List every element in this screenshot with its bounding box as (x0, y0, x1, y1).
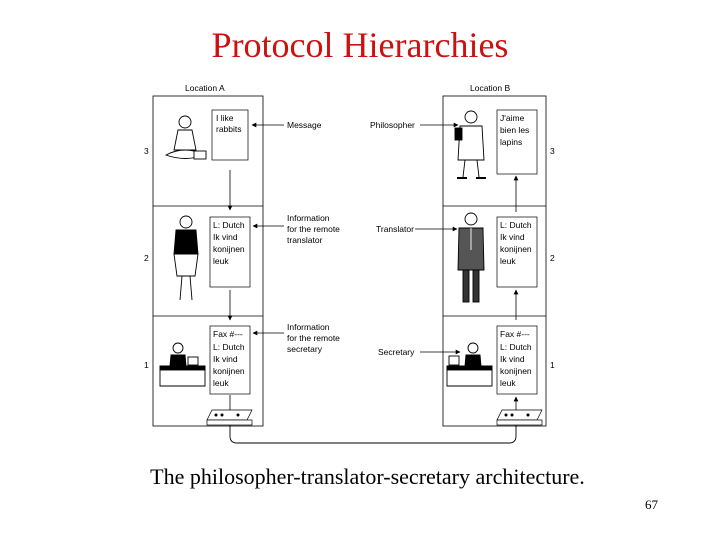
translator-figure-right (458, 213, 484, 302)
layer-number-left-3: 3 (144, 146, 149, 156)
layer-number-right-2: 2 (550, 253, 555, 263)
svg-text:konijnen: konijnen (213, 366, 245, 376)
secretary-figure-right (447, 343, 492, 386)
fax-machine-right (497, 410, 542, 425)
svg-text:Fax #---: Fax #--- (500, 329, 530, 339)
svg-text:Ik vind: Ik vind (213, 232, 238, 242)
label-info-translator-2: for the remote (287, 224, 340, 234)
svg-text:lapins: lapins (500, 137, 523, 147)
label-secretary: Secretary (378, 347, 415, 357)
left-note-layer1 (210, 326, 250, 394)
label-philosopher: Philosopher (370, 120, 415, 130)
label-info-secretary-2: for the remote (287, 333, 340, 343)
secretary-figure-left (160, 343, 205, 386)
layer-number-right-3: 3 (550, 146, 555, 156)
svg-text:konijnen: konijnen (500, 244, 532, 254)
left-note-layer3 (212, 110, 248, 160)
right-note-layer2 (497, 217, 537, 287)
right-note-layer1 (497, 326, 537, 394)
label-info-secretary-3: secretary (287, 344, 322, 354)
layer-number-left-1: 1 (144, 360, 149, 370)
svg-text:L: Dutch: L: Dutch (213, 220, 245, 230)
philosopher-figure-left (166, 116, 206, 159)
label-translator: Translator (376, 224, 414, 234)
svg-text:leuk: leuk (500, 378, 516, 388)
svg-text:L: Dutch: L: Dutch (500, 342, 532, 352)
svg-text:L: Dutch: L: Dutch (500, 220, 532, 230)
svg-text:Fax #---: Fax #--- (213, 329, 243, 339)
label-info-translator-1: Information (287, 213, 330, 223)
svg-text:leuk: leuk (213, 256, 229, 266)
svg-text:Ik vind: Ik vind (213, 354, 238, 364)
translator-figure-left (174, 216, 198, 300)
svg-text:Ik vind: Ik vind (500, 232, 525, 242)
slide-title: Protocol Hierarchies (211, 25, 509, 65)
layer-number-left-2: 2 (144, 253, 149, 263)
svg-text:Ik vind: Ik vind (500, 354, 525, 364)
location-a-label: Location A (185, 83, 225, 93)
location-b-label: Location B (470, 83, 511, 93)
svg-text:konijnen: konijnen (213, 244, 245, 254)
label-info-translator-3: translator (287, 235, 323, 245)
svg-text:rabbits: rabbits (216, 124, 242, 134)
svg-text:I like: I like (216, 113, 234, 123)
label-message: Message (287, 120, 322, 130)
page-number: 67 (645, 497, 658, 512)
svg-text:L: Dutch: L: Dutch (213, 342, 245, 352)
physical-link (230, 425, 516, 443)
svg-text:leuk: leuk (500, 256, 516, 266)
philosopher-figure-right (455, 111, 486, 178)
fax-machine-left (207, 410, 252, 425)
svg-text:konijnen: konijnen (500, 366, 532, 376)
right-note-layer3 (497, 110, 537, 174)
svg-text:leuk: leuk (213, 378, 229, 388)
svg-text:J'aime: J'aime (500, 113, 525, 123)
figure-caption: The philosopher-translator-secretary architecture. (150, 464, 585, 489)
svg-text:bien les: bien les (500, 125, 530, 135)
label-info-secretary-1: Information (287, 322, 330, 332)
layer-number-right-1: 1 (550, 360, 555, 370)
left-note-layer2 (210, 217, 250, 287)
